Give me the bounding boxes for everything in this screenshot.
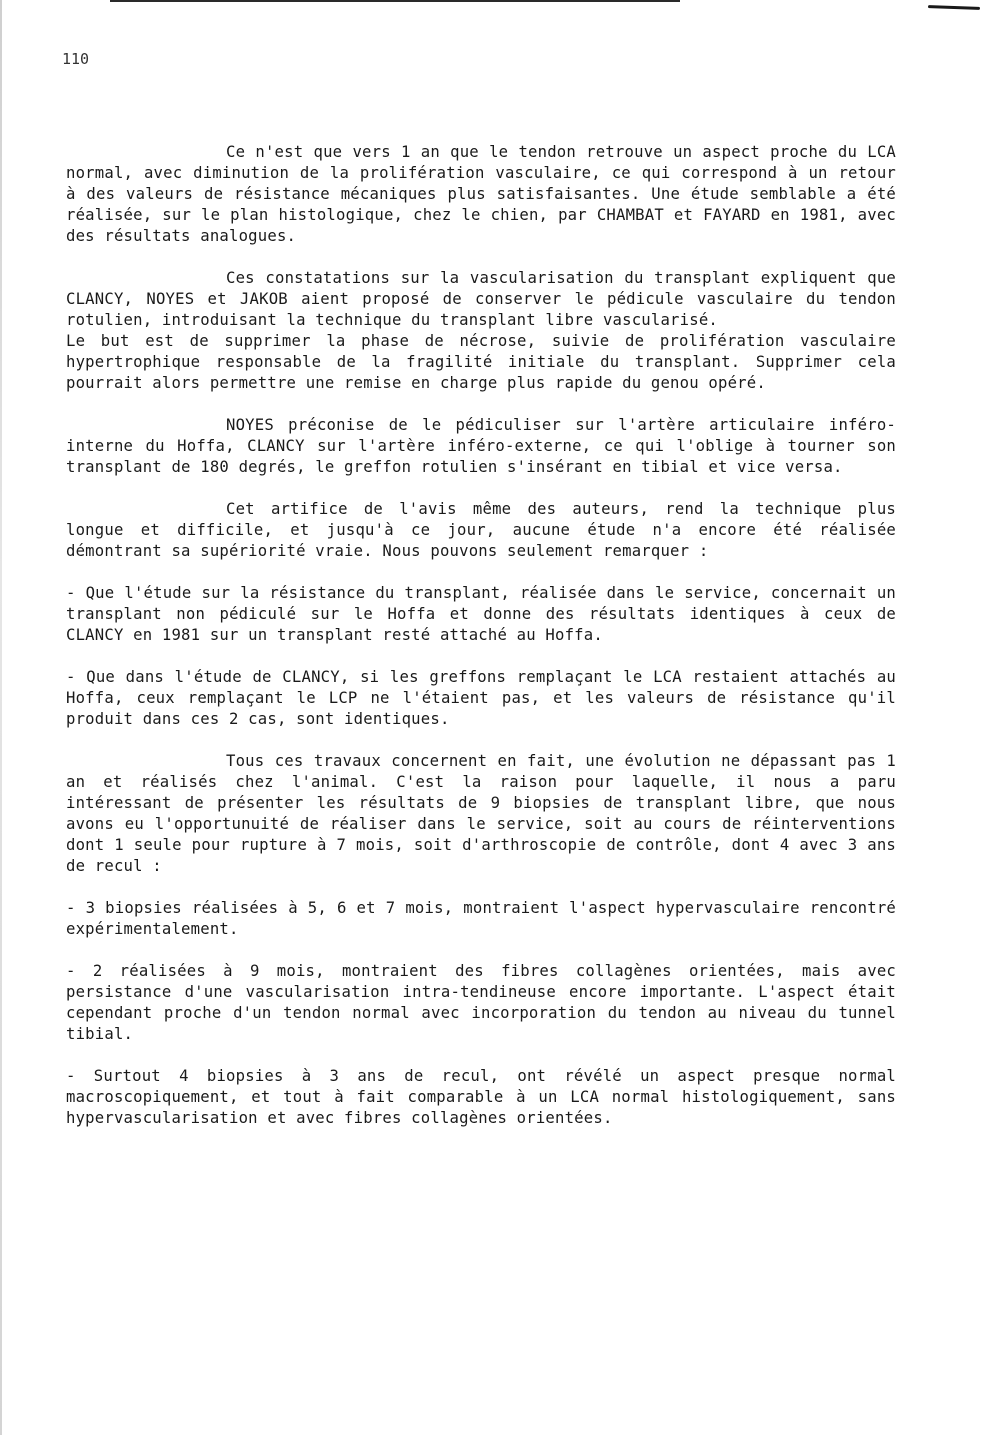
- paragraph-1: Ce n'est que vers 1 an que le tendon retrouve un aspect proche du LCA normal, avec diminution de la prolifération vasculaire, ce qui correspond à un retour à des valeurs de résistance mécaniques plus satisfaisantes. Une étude semblable a été réalisée, sur le plan histologique, chez le chien, par CHAMBAT et FAYARD en 1981, avec des résultats analogues.: [66, 143, 896, 245]
- list-item-2: - Que dans l'étude de CLANCY, si les greffons remplaçant le LCA restaient attachés au Hoffa, ceux remplaçant le LCP ne l'étaient pas, et les valeurs de résistance qu'il produit dans ces 2 cas, sont identiques.: [66, 668, 896, 728]
- scan-edge: [0, 0, 2, 1435]
- list-item-3: - 3 biopsies réalisées à 5, 6 et 7 mois, montraient l'aspect hypervasculaire rencontré expérimentalement.: [66, 899, 896, 938]
- page-number: 110: [62, 50, 90, 68]
- paragraph-3: Le but est de supprimer la phase de nécrose, suivie de prolifération vasculaire hypertrophique responsable de la fragilité initiale du transplant. Supprimer cela pourrait alors permettre une remise en charge plus rapide du genou opéré.: [66, 332, 896, 392]
- list-item-1: - Que l'étude sur la résistance du transplant, réalisée dans le service, concernait un transplant non pédiculé sur le Hoffa et donne des résultats identiques à ceux de CLANCY en 1981 sur un transplant resté attaché au Hoffa.: [66, 584, 896, 644]
- paragraph-4: NOYES préconise de le pédiculiser sur l'artère articulaire inféro-interne du Hoffa, CLANCY sur l'artère inféro-externe, ce qui l'oblige à tourner son transplant de 180 degrés, le greffon rotulien s'insérant en tibial et vice versa.: [66, 416, 896, 476]
- list-item-4: - 2 réalisées à 9 mois, montraient des fibres collagènes orientées, mais avec persistance d'une vascularisation intra-tendineuse encore importante. L'aspect était cependant proche d'un tendon normal avec incorporation du tendon au niveau du tunnel tibial.: [66, 962, 896, 1043]
- paragraph-2: Ces constatations sur la vascularisation du transplant expliquent que CLANCY, NOYES et JAKOB aient proposé de conserver le pédicule vasculaire du tendon rotulien, introduisant la technique du transplant libre vascularisé.: [66, 269, 896, 329]
- list-item-5: - Surtout 4 biopsies à 3 ans de recul, ont révélé un aspect presque normal macroscopiquement, et tout à fait comparable à un LCA normal histologiquement, sans hypervascularisation et avec fibres collagènes orientées.: [66, 1067, 896, 1127]
- paragraph-5: Cet artifice de l'avis même des auteurs, rend la technique plus longue et difficile, et jusqu'à ce jour, aucune étude n'a encore été réalisée démontrant sa supériorité vraie. Nous pouvons seulement remarquer :: [66, 500, 896, 560]
- scan-top-rule: [110, 0, 680, 2]
- paragraph-6: Tous ces travaux concernent en fait, une évolution ne dépassant pas 1 an et réalisés chez l'animal. C'est la raison pour laquelle, il nous a paru intéressant de présenter les résultats de 9 biopsies de transplant libre, que nous avons eu l'opportunuité de réaliser dans le service, soit au cours de réinterventions dont 1 seule pour rupture à 7 mois, soit d'arthroscopie de contrôle, dont 4 avec 3 ans de recul :: [66, 752, 896, 875]
- document-body: [66, 142, 896, 1150]
- scan-corner-mark: [928, 5, 980, 10]
